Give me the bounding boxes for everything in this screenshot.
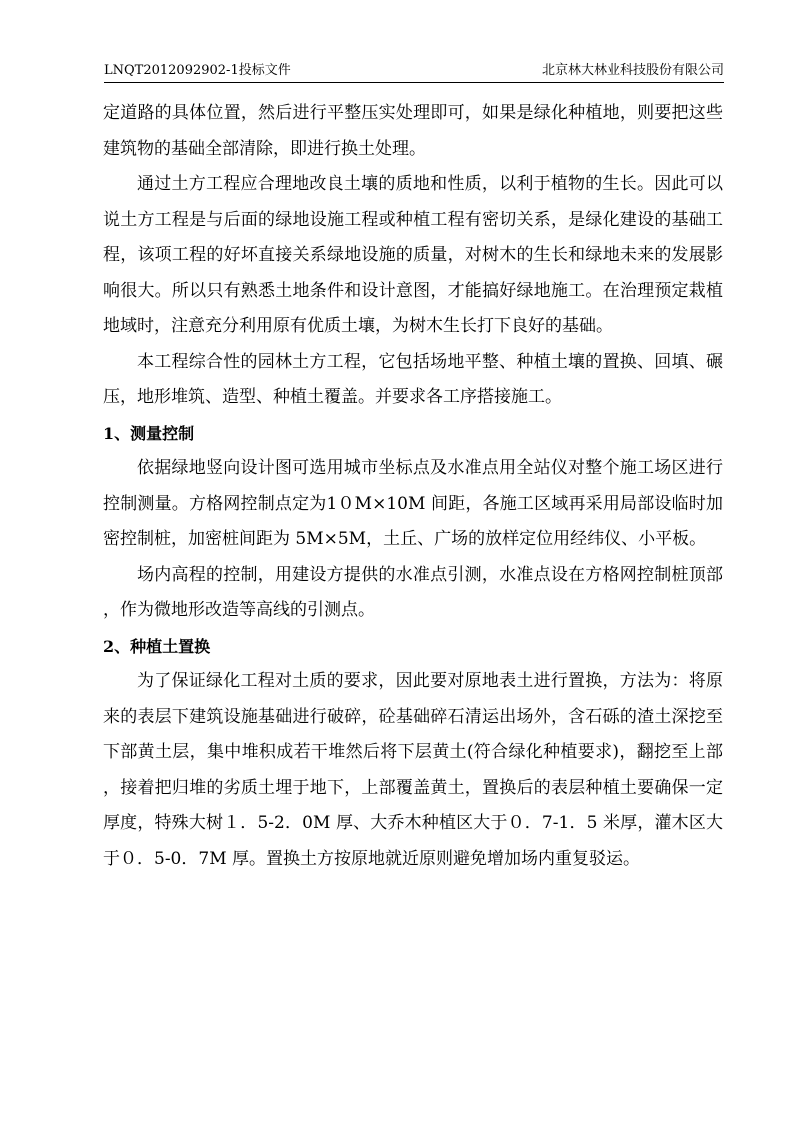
paragraph-survey-control: 依据绿地竖向设计图可选用城市坐标点及水准点用全站仪对整个施工场区进行控制测量。方格网控制点定为1０M×10M 间距，各施工区域再采用局部设临时加密控制桩，加密桩间距为 5M×5M，土丘、广场的放样定位用经纬仪、小平板。: [103, 458, 723, 549]
header-company-name: 北京林大林业科技股份有限公司: [541, 63, 724, 78]
paragraph-earthwork-purpose: 通过土方工程应合理地改良土壤的质地和性质，以利于植物的生长。因此可以说土方工程是与后面的绿地设施工程或种植工程有密切关系，是绿化建设的基础工程，该项工程的好坏直接关系绿地设施的质量，对树木的生长和绿地未来的发展影响很大。所以只有熟悉土地条件和设计意图，才能搞好绿地施工。在治理预定栽植地域时，注意充分利用原有优质土壤，为树木生长打下良好的基础。: [103, 174, 723, 336]
section-heading-survey-control: 1、测量控制: [103, 423, 195, 443]
section-heading-soil-replacement: 2、种植土置换: [103, 636, 211, 656]
paragraph-continuation: 定道路的具体位置，然后进行平整压实处理即可，如果是绿化种植地，则要把这些建筑物的基础全部清除，即进行换土处理。: [103, 103, 723, 159]
paragraph-elevation-control: 场内高程的控制，用建设方提供的水准点引测，水准点设在方格网控制桩顶部，作为微地形改造等高线的引测点。: [103, 564, 723, 620]
page-header: [104, 60, 724, 83]
header-doc-id: LNQT2012092902-1投标文件: [104, 63, 291, 78]
document-body: [103, 96, 723, 877]
paragraph-soil-replacement: 为了保证绿化工程对土质的要求，因此要对原地表土进行置换，方法为：将原来的表层下建筑设施基础进行破碎，砼基础碎石清运出场外，含石砾的渣土深挖至下部黄土层，集中堆积成若干堆然后将下层黄土(符合绿化种植要求)，翻挖至上部，接着把归堆的劣质土埋于地下，上部覆盖黄土，置换后的表层种植土要确保一定厚度，特殊大树１．5-2．0M 厚、大乔木种植区大于０．7-1．5 米厚，灌木区大于０．5-0．7M 厚。置换土方按原地就近原则避免增加场内重复驳运。: [103, 671, 723, 869]
paragraph-earthwork-scope: 本工程综合性的园林土方工程，它包括场地平整、种植土壤的置换、回填、碾压，地形堆筑、造型、种植土覆盖。并要求各工序搭接施工。: [103, 351, 723, 407]
